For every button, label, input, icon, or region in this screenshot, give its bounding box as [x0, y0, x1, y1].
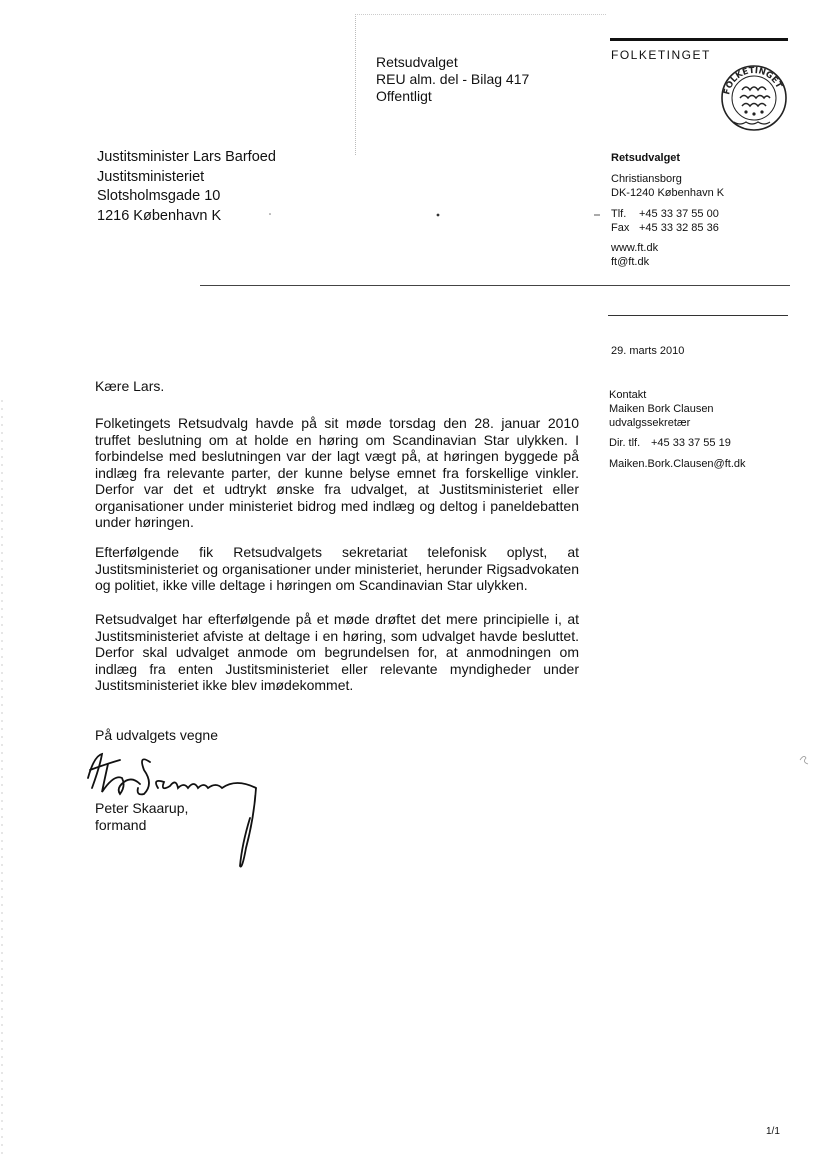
sender-email: ft@ft.dk [611, 256, 650, 268]
header-divider [200, 285, 790, 286]
stamp-reference: REU alm. del - Bilag 417 [376, 71, 530, 87]
signer-title: formand [95, 816, 147, 833]
contact-label: Kontakt [609, 389, 647, 401]
sender-phone: +45 33 37 55 00 [639, 208, 719, 220]
sender-name: Retsudvalget [611, 152, 681, 164]
contact-email: Maiken.Bork.Clausen@ft.dk [609, 458, 746, 470]
sender-fax-row [611, 221, 719, 235]
contact-title: udvalgssekretær [609, 417, 691, 429]
folketinget-seal-icon [720, 64, 788, 132]
recipient-org: Justitsministeriet [97, 168, 205, 185]
letterhead-org: FOLKETINGET [611, 48, 711, 62]
letter-paragraph-2: Efterfølgende fik Retsudvalgets sekretariat telefonisk oplyst, at Justitsministeriet og organisationer under ministeriet, herunder Rigsadvokaten og politiet, ikke ville deltage i høringen om Scandinavian Star ulykken. [95, 544, 579, 593]
letterhead-rule [610, 38, 788, 41]
date-rule [608, 315, 788, 316]
contact-block [609, 388, 714, 430]
recipient-city: 1216 København K [97, 207, 222, 224]
letter-paragraph-1: Folketingets Retsudvalg havde på sit møde torsdag den 28. januar 2010 truffet beslutning om at holde en høring om Scandinavian Star ulykken. I forbindelse med beslutningen var der lagt vægt på, at høringen byggede på indlæg fra relevante parter, der kunne belyse emnet fra forskellige vinkler. Derfor var det et udtrykt ønske fra udvalget, at Justitsministeriet eller organisationer under ministeriet bidrog med indlæg og deltog i paneldebatten under høringen. [95, 415, 579, 530]
letter-closing: På udvalgets vegne [95, 727, 218, 743]
signer-name: Peter Skaarup, [95, 800, 189, 816]
contact-name: Maiken Bork Clausen [609, 403, 714, 415]
sender-online [611, 241, 658, 269]
sender-address-line2: DK-1240 København K [611, 187, 725, 199]
page-number: 1/1 [766, 1126, 780, 1137]
letter-greeting: Kære Lars. [95, 378, 165, 394]
letter-date: 29. marts 2010 [611, 345, 685, 357]
sender-fax: +45 33 32 85 36 [639, 222, 719, 234]
sender-address-line1: Christiansborg [611, 173, 682, 185]
recipient-street: Slotsholmsgade 10 [97, 188, 221, 204]
contact-phone: +45 33 37 55 19 [651, 437, 731, 449]
signer-block [95, 800, 295, 833]
sender-fax-label: Fax [611, 222, 630, 234]
sender-phone-label: Tlf. [611, 208, 627, 220]
stamp-committee: Retsudvalget [376, 54, 458, 70]
stamp-status: Offentligt [376, 88, 432, 104]
sender-phone-row [611, 207, 719, 221]
letter-paragraph-3: Retsudvalget har efterfølgende på et møde drøftet det mere principielle i, at Justitsministeriet afviste at deltage i en høring, som udvalget havde besluttet. Derfor skal udvalget anmode om begrundelsen for, at anmodningen om indlæg fra enten Justitsministeriet eller relevante myndigheder under Justitsministeriet ikke blev imødekommet. [95, 611, 579, 693]
document-stamp [376, 54, 529, 105]
sender-address [611, 172, 724, 200]
contact-phone-label: Dir. tlf. [609, 437, 641, 449]
recipient-address [97, 148, 276, 226]
contact-phone-row [609, 436, 731, 450]
sender-website: www.ft.dk [611, 242, 659, 254]
svg-text:FOLKETINGET: FOLKETINGET [722, 65, 784, 96]
recipient-name: Justitsminister Lars Barfoed [97, 149, 276, 165]
